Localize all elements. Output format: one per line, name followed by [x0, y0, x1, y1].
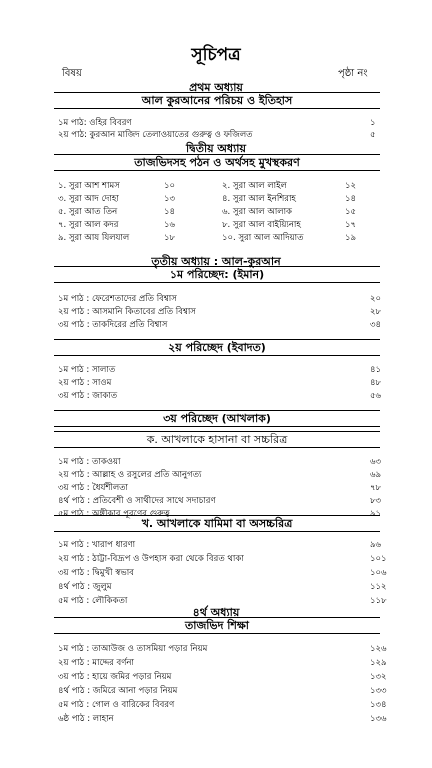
toc-entry: [58, 712, 388, 724]
entry-page: ৭৮: [370, 483, 382, 493]
toc-entry: [58, 376, 388, 388]
entry-page: ৩৪: [370, 320, 382, 330]
entry-page: ৪৮: [370, 378, 382, 388]
entry-title: ২য় পাঠ : ঠাট্টা-বিদ্রূপ ও উপহাস করা থেকে বিরত থাকা: [58, 554, 244, 564]
entry-title: ২য় পাঠ: কুরআন মাজিদ তেলাওয়াতের গুরুত্ব ও ফজিলত: [58, 130, 253, 140]
section-1-title-box: ১ম পরিচ্ছেদ: (ইমান): [54, 266, 380, 283]
section-2-title-box: ২য় পরিচ্ছেদ (ইবাদত): [54, 339, 380, 356]
chapter-1-title-box: আল কুরআনের পরিচয় ও ইতিহাস: [54, 92, 380, 109]
entry-title: ৩য় পাঠ : তাকদিরের প্রতি বিশ্বাস: [58, 320, 168, 330]
surah-page: ১৩: [164, 194, 176, 204]
entry-page: ৬৯: [370, 470, 382, 480]
entry-title: ১ম পাঠ : সালাত: [58, 365, 116, 375]
entry-title: ১ম পাঠ: ওহির বিবরণ: [58, 118, 132, 128]
surah-row: [58, 231, 378, 243]
entry-title: ৫ম পাঠ : গোল ও বারিকের বিবরণ: [58, 700, 175, 710]
toc-entry: [58, 642, 388, 654]
surah-name: ৫. সুরা আত তিন: [58, 207, 118, 217]
subsection-a-title-box: ক. আখলাকে হাসানা বা সচ্চরিত্র: [54, 431, 380, 448]
surah-page: ১৮: [164, 233, 176, 243]
entry-page: ১৩২: [370, 672, 387, 682]
toc-entry: [58, 128, 388, 140]
entry-title: ৩য় পাঠ : জাকাত: [58, 391, 118, 401]
surah-row: [58, 218, 378, 230]
surah-row: [58, 179, 378, 191]
surah-page: ১৫: [345, 207, 357, 217]
entry-title: ৬ষ্ঠ পাঠ : লাহান: [58, 714, 114, 724]
entry-page: ৪১: [370, 365, 382, 375]
surah-name: ৩. সুরা আদ দোহা: [58, 194, 119, 204]
entry-page: ৮৩: [370, 496, 382, 506]
entry-page: ১২৬: [370, 644, 387, 654]
toc-entry: [58, 116, 388, 128]
entry-page: ১৩৩: [370, 686, 387, 696]
entry-title: ১ম পাঠ : তাআউজ ও তাসমিয়া পড়ার নিয়ম: [58, 644, 208, 654]
toc-entry: [58, 552, 388, 564]
chapter-4-heading: ৪র্থ অধ্যায়: [192, 606, 240, 619]
entry-title: ৩য় পাঠ : ধৈর্যশীলতা: [58, 483, 129, 493]
entry-page: ১: [370, 118, 376, 128]
entry-title: ১ম পাঠ : তাকওয়া: [58, 457, 121, 467]
entry-title: ৪র্থ পাঠ : প্রতিবেশী ও সাথীদের সাথে সদাচারণ: [58, 496, 216, 506]
entry-page: ২০: [370, 294, 382, 304]
entry-title: ৫ম পাঠ : লৌকিকতা: [58, 596, 128, 606]
surah-page: ১৯: [345, 233, 357, 243]
entry-title: ৪র্থ পাঠ : জমিরে আনা পড়ার নিয়ম: [58, 686, 178, 696]
surah-page: ১০: [164, 181, 176, 191]
subject-column-header: বিষয়: [62, 68, 82, 79]
toc-entry: [58, 481, 388, 493]
surah-name: ৬. সুরা আল আলাক: [222, 207, 292, 217]
entry-title: ২য় পাঠ : আল্লাহ ও রসুলের প্রতি আনুগত্য: [58, 470, 202, 480]
entry-title: ১ম পাঠ : ফেরেশতাদের প্রতি বিশ্বাস: [58, 294, 177, 304]
page-title: সূচিপত্র: [191, 45, 241, 65]
surah-name: ৭. সুরা আল কদর: [58, 220, 119, 230]
toc-entry: [58, 468, 388, 480]
entry-page: ৫৬: [370, 391, 382, 401]
toc-entry: [58, 389, 388, 401]
subsection-b-title-box: খ. আখলাকে যামিমা বা অসচ্চরিত্র: [54, 515, 380, 532]
entry-title: ২য় পাঠ : মাদ্দের বর্ণনা: [58, 658, 134, 668]
surah-name: ৪. সুরা আল ইনশিরাহ: [222, 194, 296, 204]
entry-page: ৯১: [370, 509, 382, 519]
surah-page: ১৪: [164, 207, 176, 217]
entry-title: ৪র্থ পাঠ : জুলুম: [58, 582, 112, 592]
entry-page: ৬৩: [370, 457, 382, 467]
entry-title: ৩য় পাঠ : দ্বিমুখী স্বভাব: [58, 568, 134, 578]
entry-title: ১ম পাঠ : খারাপ ধারণা: [58, 540, 136, 550]
page-number-column-header: পৃষ্ঠা নং: [338, 68, 368, 79]
entry-title: ২য় পাঠ : সাওম: [58, 378, 112, 388]
toc-entry: [58, 363, 388, 375]
entry-page: ১০৬: [370, 568, 387, 578]
surah-name: ৮. সুরা আল বাইয়্যিনাহ: [222, 220, 301, 230]
entry-page: ১৩৬: [370, 714, 387, 724]
chapter-2-title-box: তাজভিদসহ পঠন ও অর্থসহ মুখস্থকরণ: [54, 154, 380, 171]
entry-page: ১০১: [370, 554, 387, 564]
surah-name: ২. সুরা আল লাইল: [222, 181, 287, 191]
chapter-2-heading: দ্বিতীয় অধ্যায়: [186, 142, 246, 155]
surah-name: ৯. সুরা আয যিলযাল: [58, 233, 130, 243]
entry-title: ২য় পাঠ : আসমানি কিতাবের প্রতি বিশ্বাস: [58, 307, 196, 317]
surah-row: [58, 192, 378, 204]
entry-title: ৫ম পাঠ : অঙ্গীকার পূরণের গুরুত্ব: [58, 509, 170, 519]
surah-page: ১৭: [345, 220, 357, 230]
toc-entry: [58, 580, 388, 592]
toc-entry: [58, 684, 388, 696]
entry-page: ১১৮: [370, 596, 387, 606]
surah-page: ১২: [345, 181, 357, 191]
toc-entry: [58, 656, 388, 668]
toc-entry: [58, 292, 388, 304]
toc-entry: [58, 455, 388, 467]
surah-page: ১৪: [345, 194, 357, 204]
toc-entry: [58, 698, 388, 710]
entry-title: ৩য় পাঠ : হায়ে জমির পড়ার নিয়ম: [58, 672, 172, 682]
toc-entry: [58, 538, 388, 550]
entry-page: ৫: [370, 130, 376, 140]
chapter-4-title-box: তাজভিদ শিক্ষা: [54, 617, 380, 634]
toc-entry: [58, 318, 388, 330]
surah-row: [58, 205, 378, 217]
toc-entry: [58, 494, 388, 506]
chapter-3-heading: তৃতীয় অধ্যায় : আল-কুরআন: [151, 255, 281, 268]
surah-name: ১০. সুরা আল আদিয়াত: [222, 233, 304, 243]
entry-page: ১৩৪: [370, 700, 387, 710]
toc-entry: [58, 670, 388, 682]
entry-page: ২৮: [370, 307, 382, 317]
surah-name: ১. সুরা আশ শামস: [58, 181, 120, 191]
section-3-title-box: ৩য় পরিচ্ছেদ (আখলাক): [54, 410, 380, 427]
entry-page: ৯৬: [370, 540, 382, 550]
chapter-1-heading: প্রথম অধ্যায়: [189, 81, 243, 94]
toc-entry: [58, 566, 388, 578]
toc-entry: [58, 305, 388, 317]
surah-page: ১৬: [164, 220, 176, 230]
entry-page: ১২৯: [370, 658, 387, 668]
entry-page: ১১২: [370, 582, 387, 592]
